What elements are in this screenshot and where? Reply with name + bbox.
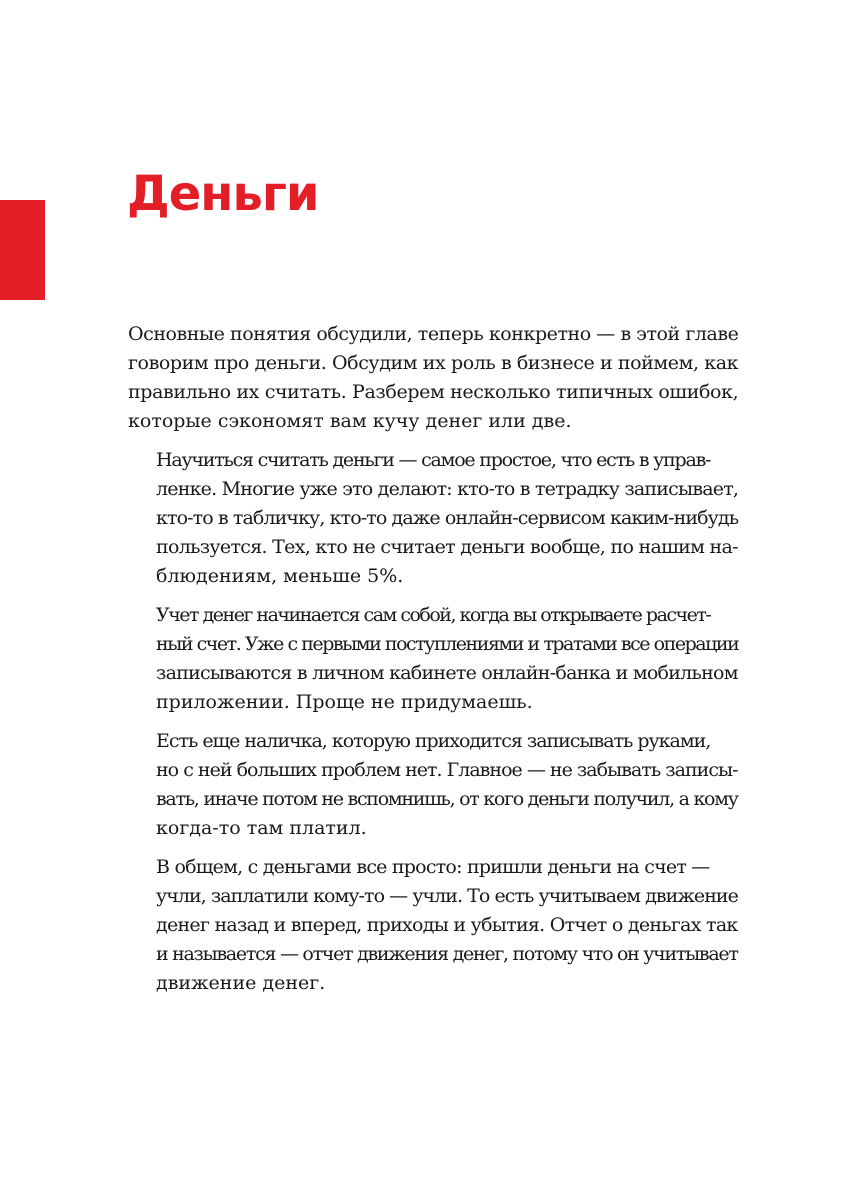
text-line: учли, заплатили кому-то — учли. То есть учитываем движение [156, 885, 738, 907]
paragraph-1 [128, 320, 738, 436]
text-line: ленке. Многие уже это делают: кто-то в тетрадку записывает, [156, 478, 739, 500]
text-line: блюдениям, меньше 5%. [156, 565, 404, 587]
text-line: и называется — отчет движения денег, потому что он учитывает [156, 943, 738, 965]
text-line: когда-то там платил. [156, 817, 367, 839]
paragraph-4 [128, 727, 738, 843]
text-line: В общем, с деньгами все просто: пришли деньги на счет — [156, 856, 710, 878]
paragraph-5 [128, 853, 738, 998]
text-line: вать, иначе потом не вспомнишь, от кого деньги получил, а кому [156, 788, 738, 810]
text-line: Учет денег начинается сам собой, когда вы открываете расчет- [156, 604, 711, 626]
paragraph-2 [128, 446, 738, 591]
chapter-body [128, 320, 738, 1008]
text-line: Есть еще наличка, которую приходится записывать руками, [156, 730, 711, 752]
text-line: говорим про деньги. Обсудим их роль в бизнесе и поймем, как [128, 352, 739, 374]
chapter-title: Деньги [127, 166, 319, 222]
chapter-side-marker [0, 200, 45, 300]
text-line: денег назад и вперед, приходы и убытия. Отчет о деньгах так [156, 914, 738, 936]
text-line: но с ней больших проблем нет. Главное — не забывать записы- [156, 759, 738, 781]
text-line: записываются в личном кабинете онлайн-банка и мобильном [156, 662, 738, 684]
text-line: приложении. Проще не придумаешь. [156, 691, 533, 713]
text-line: движение денег. [156, 972, 326, 994]
text-line: кто-то в табличку, кто-то даже онлайн-сервисом каким-нибудь [156, 507, 739, 529]
text-line: пользуется. Тех, кто не считает деньги вообще, по нашим на- [156, 536, 738, 558]
text-line: Основные понятия обсудили, теперь конкретно — в этой главе [128, 323, 739, 345]
paragraph-3 [128, 601, 738, 717]
text-line: которые сэкономят вам кучу денег или две. [128, 410, 572, 432]
text-line: Научиться считать деньги — самое простое, что есть в управ- [156, 449, 711, 471]
text-line: ный счет. Уже с первыми поступлениями и тратами все операции [156, 633, 739, 655]
text-line: правильно их считать. Разберем несколько типичных ошибок, [128, 381, 739, 403]
